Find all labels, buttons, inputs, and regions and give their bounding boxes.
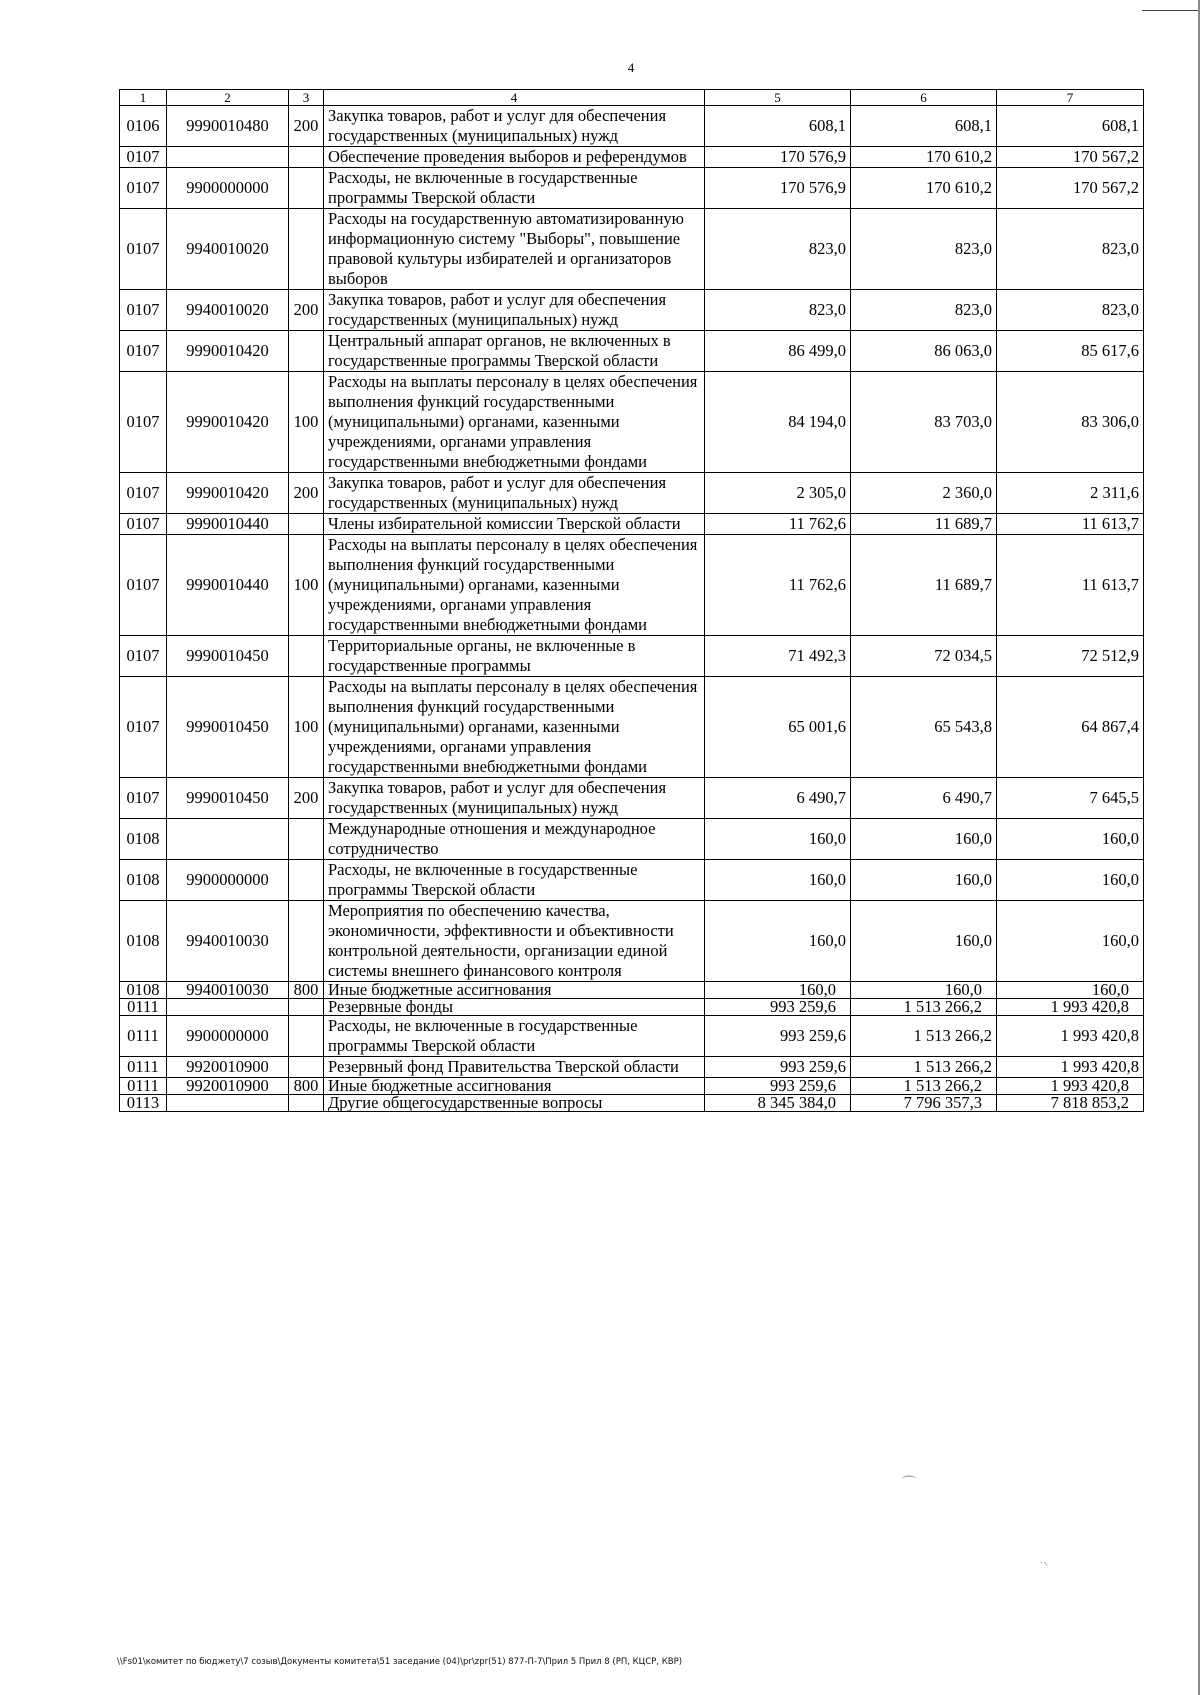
budget-section-code: 0107 — [120, 514, 167, 535]
amount-year-3: 11 613,7 — [997, 514, 1144, 535]
col-header: 5 — [705, 90, 851, 106]
budget-section-code: 0107 — [120, 636, 167, 677]
amount-year-3: 7 645,5 — [997, 778, 1144, 819]
file-path-footer: \\Fs01\комитет по бюджету\7 созыв\Документы комитета\51 заседание (04)\pr\zpr(51) 877-П-7\Прил 5 Прил 8 (РП, КЦСР, КВР) — [117, 1657, 683, 1667]
target-article-code: 9990010440 — [167, 514, 289, 535]
amount-year-2: 11 689,7 — [851, 514, 997, 535]
col-header: 7 — [997, 90, 1144, 106]
target-article-code: 9900000000 — [167, 168, 289, 209]
amount-year-1: 608,1 — [705, 106, 851, 147]
table-row — [120, 168, 1144, 209]
table-row — [120, 819, 1144, 860]
expense-description: Центральный аппарат органов, не включенных в государственные программы Тверской области — [324, 331, 705, 372]
expense-description: Другие общегосударственные вопросы — [324, 1095, 705, 1112]
amount-year-1: 160,0 — [705, 860, 851, 901]
amount-year-1: 71 492,3 — [705, 636, 851, 677]
expense-description: Закупка товаров, работ и услуг для обеспечения государственных (муниципальных) нужд — [324, 106, 705, 147]
amount-year-2: 823,0 — [851, 209, 997, 290]
scan-top-rule — [1142, 10, 1200, 11]
amount-year-1: 823,0 — [705, 290, 851, 331]
table-row — [120, 677, 1144, 778]
target-article-code: 9990010480 — [167, 106, 289, 147]
amount-year-2: 160,0 — [851, 901, 997, 982]
target-article-code — [167, 1095, 289, 1112]
target-article-code: 9990010420 — [167, 372, 289, 473]
expense-type-code: 800 — [289, 982, 324, 999]
expense-type-code — [289, 168, 324, 209]
expense-type-code — [289, 999, 324, 1016]
amount-year-2: 608,1 — [851, 106, 997, 147]
table-row — [120, 209, 1144, 290]
expense-description: Закупка товаров, работ и услуг для обеспечения государственных (муниципальных) нужд — [324, 290, 705, 331]
expense-type-code — [289, 636, 324, 677]
table-row — [120, 514, 1144, 535]
amount-year-2: 83 703,0 — [851, 372, 997, 473]
amount-year-1: 86 499,0 — [705, 331, 851, 372]
table-row — [120, 1078, 1144, 1095]
amount-year-3: 160,0 — [997, 901, 1144, 982]
target-article-code: 9920010900 — [167, 1057, 289, 1078]
budget-section-code: 0107 — [120, 778, 167, 819]
target-article-code: 9990010450 — [167, 778, 289, 819]
expense-type-code: 200 — [289, 290, 324, 331]
expense-description: Закупка товаров, работ и услуг для обеспечения государственных (муниципальных) нужд — [324, 473, 705, 514]
table-row — [120, 372, 1144, 473]
table-row — [120, 1095, 1144, 1112]
amount-year-1: 160,0 — [705, 982, 851, 999]
amount-year-2: 823,0 — [851, 290, 997, 331]
amount-year-1: 65 001,6 — [705, 677, 851, 778]
expense-type-code: 100 — [289, 677, 324, 778]
target-article-code: 9940010020 — [167, 209, 289, 290]
budget-section-code: 0107 — [120, 331, 167, 372]
expense-type-code: 200 — [289, 473, 324, 514]
budget-section-code: 0113 — [120, 1095, 167, 1112]
amount-year-1: 170 576,9 — [705, 147, 851, 168]
budget-section-code: 0108 — [120, 982, 167, 999]
amount-year-2: 7 796 357,3 — [851, 1095, 997, 1112]
expense-description: Иные бюджетные ассигнования — [324, 982, 705, 999]
amount-year-1: 993 259,6 — [705, 999, 851, 1016]
amount-year-3: 170 567,2 — [997, 168, 1144, 209]
target-article-code: 9940010030 — [167, 901, 289, 982]
target-article-code: 9990010450 — [167, 636, 289, 677]
amount-year-1: 993 259,6 — [705, 1078, 851, 1095]
amount-year-2: 6 490,7 — [851, 778, 997, 819]
amount-year-3: 160,0 — [997, 819, 1144, 860]
expense-description: Расходы, не включенные в государственные программы Тверской области — [324, 168, 705, 209]
amount-year-3: 1 993 420,8 — [997, 1078, 1144, 1095]
expense-type-code: 100 — [289, 372, 324, 473]
table-row — [120, 778, 1144, 819]
budget-section-code: 0107 — [120, 290, 167, 331]
budget-section-code: 0107 — [120, 372, 167, 473]
expense-type-code: 200 — [289, 106, 324, 147]
expense-type-code — [289, 331, 324, 372]
target-article-code: 9990010420 — [167, 473, 289, 514]
target-article-code — [167, 999, 289, 1016]
amount-year-2: 160,0 — [851, 819, 997, 860]
target-article-code: 9940010020 — [167, 290, 289, 331]
expense-type-code — [289, 901, 324, 982]
expense-description: Резервный фонд Правительства Тверской области — [324, 1057, 705, 1078]
expense-type-code: 100 — [289, 535, 324, 636]
amount-year-1: 993 259,6 — [705, 1016, 851, 1057]
column-number-row — [120, 90, 1144, 106]
budget-table — [119, 89, 1144, 1112]
amount-year-3: 7 818 853,2 — [997, 1095, 1144, 1112]
target-article-code — [167, 819, 289, 860]
expense-type-code — [289, 514, 324, 535]
amount-year-3: 85 617,6 — [997, 331, 1144, 372]
expense-description: Мероприятия по обеспечению качества, экономичности, эффективности и объективности контрольной деятельности, организации единой системы внешнего финансового контроля — [324, 901, 705, 982]
expense-description: Расходы на выплаты персоналу в целях обеспечения выполнения функций государственными (муниципальными) органами, казенными учреждениями, органами управления государственными внебюджетными фондами — [324, 677, 705, 778]
scan-mark: ˙⸌ — [1040, 1561, 1049, 1572]
expense-description: Расходы на государственную автоматизированную информационную систему "Выборы", повышение правовой культуры избирателей и организаторов выборов — [324, 209, 705, 290]
budget-section-code: 0111 — [120, 999, 167, 1016]
table-row — [120, 535, 1144, 636]
target-article-code: 9900000000 — [167, 1016, 289, 1057]
col-header: 3 — [289, 90, 324, 106]
amount-year-3: 1 993 420,8 — [997, 1057, 1144, 1078]
amount-year-3: 72 512,9 — [997, 636, 1144, 677]
budget-section-code: 0108 — [120, 819, 167, 860]
budget-section-code: 0106 — [120, 106, 167, 147]
expense-description: Расходы на выплаты персоналу в целях обеспечения выполнения функций государственными (муниципальными) органами, казенными учреждениями, органами управления государственными внебюджетными фондами — [324, 535, 705, 636]
expense-description: Закупка товаров, работ и услуг для обеспечения государственных (муниципальных) нужд — [324, 778, 705, 819]
expense-type-code — [289, 1016, 324, 1057]
amount-year-3: 1 993 420,8 — [997, 1016, 1144, 1057]
expense-description: Обеспечение проведения выборов и референдумов — [324, 147, 705, 168]
amount-year-3: 64 867,4 — [997, 677, 1144, 778]
amount-year-3: 170 567,2 — [997, 147, 1144, 168]
expense-type-code — [289, 860, 324, 901]
amount-year-1: 11 762,6 — [705, 535, 851, 636]
budget-section-code: 0107 — [120, 209, 167, 290]
target-article-code: 9990010440 — [167, 535, 289, 636]
expense-type-code: 200 — [289, 778, 324, 819]
expense-description: Резервные фонды — [324, 999, 705, 1016]
table-row — [120, 290, 1144, 331]
amount-year-2: 1 513 266,2 — [851, 1016, 997, 1057]
col-header: 4 — [324, 90, 705, 106]
amount-year-2: 1 513 266,2 — [851, 1078, 997, 1095]
budget-section-code: 0108 — [120, 901, 167, 982]
table-row — [120, 147, 1144, 168]
target-article-code: 9920010900 — [167, 1078, 289, 1095]
amount-year-3: 823,0 — [997, 209, 1144, 290]
col-header: 6 — [851, 90, 997, 106]
amount-year-3: 160,0 — [997, 860, 1144, 901]
amount-year-3: 1 993 420,8 — [997, 999, 1144, 1016]
budget-section-code: 0111 — [120, 1078, 167, 1095]
expense-description: Расходы на выплаты персоналу в целях обеспечения выполнения функций государственными (муниципальными) органами, казенными учреждениями, органами управления государственными внебюджетными фондами — [324, 372, 705, 473]
amount-year-2: 11 689,7 — [851, 535, 997, 636]
budget-section-code: 0111 — [120, 1016, 167, 1057]
expense-type-code — [289, 1095, 324, 1112]
expense-description: Международные отношения и международное сотрудничество — [324, 819, 705, 860]
amount-year-3: 823,0 — [997, 290, 1144, 331]
expense-description: Территориальные органы, не включенные в государственные программы — [324, 636, 705, 677]
table-row — [120, 901, 1144, 982]
amount-year-2: 170 610,2 — [851, 147, 997, 168]
amount-year-2: 160,0 — [851, 860, 997, 901]
amount-year-2: 86 063,0 — [851, 331, 997, 372]
budget-section-code: 0107 — [120, 535, 167, 636]
amount-year-1: 6 490,7 — [705, 778, 851, 819]
amount-year-1: 11 762,6 — [705, 514, 851, 535]
budget-section-code: 0107 — [120, 147, 167, 168]
amount-year-1: 160,0 — [705, 819, 851, 860]
amount-year-3: 83 306,0 — [997, 372, 1144, 473]
amount-year-2: 170 610,2 — [851, 168, 997, 209]
expense-description: Члены избирательной комиссии Тверской области — [324, 514, 705, 535]
expense-type-code: 800 — [289, 1078, 324, 1095]
amount-year-2: 1 513 266,2 — [851, 999, 997, 1016]
expense-type-code — [289, 147, 324, 168]
budget-section-code: 0107 — [120, 677, 167, 778]
amount-year-3: 11 613,7 — [997, 535, 1144, 636]
col-header: 1 — [120, 90, 167, 106]
table-row — [120, 331, 1144, 372]
target-article-code: 9990010450 — [167, 677, 289, 778]
expense-description: Иные бюджетные ассигнования — [324, 1078, 705, 1095]
target-article-code: 9900000000 — [167, 860, 289, 901]
target-article-code: 9940010030 — [167, 982, 289, 999]
table-row — [120, 860, 1144, 901]
expense-type-code — [289, 819, 324, 860]
amount-year-2: 65 543,8 — [851, 677, 997, 778]
col-header: 2 — [167, 90, 289, 106]
amount-year-1: 993 259,6 — [705, 1057, 851, 1078]
table-row — [120, 999, 1144, 1016]
amount-year-3: 160,0 — [997, 982, 1144, 999]
target-article-code: 9990010420 — [167, 331, 289, 372]
page-number: 4 — [627, 60, 635, 75]
amount-year-2: 2 360,0 — [851, 473, 997, 514]
budget-section-code: 0107 — [120, 168, 167, 209]
target-article-code — [167, 147, 289, 168]
amount-year-1: 8 345 384,0 — [705, 1095, 851, 1112]
amount-year-2: 72 034,5 — [851, 636, 997, 677]
table-row — [120, 982, 1144, 999]
table-row — [120, 106, 1144, 147]
table-row — [120, 1057, 1144, 1078]
expense-type-code — [289, 1057, 324, 1078]
budget-section-code: 0111 — [120, 1057, 167, 1078]
expense-description: Расходы, не включенные в государственные программы Тверской области — [324, 860, 705, 901]
amount-year-2: 160,0 — [851, 982, 997, 999]
amount-year-1: 170 576,9 — [705, 168, 851, 209]
amount-year-2: 1 513 266,2 — [851, 1057, 997, 1078]
amount-year-1: 2 305,0 — [705, 473, 851, 514]
budget-section-code: 0108 — [120, 860, 167, 901]
scan-mark: ⌒ — [902, 1477, 916, 1492]
budget-section-code: 0107 — [120, 473, 167, 514]
amount-year-1: 84 194,0 — [705, 372, 851, 473]
amount-year-3: 608,1 — [997, 106, 1144, 147]
amount-year-3: 2 311,6 — [997, 473, 1144, 514]
table-row — [120, 636, 1144, 677]
expense-description: Расходы, не включенные в государственные программы Тверской области — [324, 1016, 705, 1057]
table-row — [120, 1016, 1144, 1057]
amount-year-1: 160,0 — [705, 901, 851, 982]
table-row — [120, 473, 1144, 514]
expense-type-code — [289, 209, 324, 290]
amount-year-1: 823,0 — [705, 209, 851, 290]
